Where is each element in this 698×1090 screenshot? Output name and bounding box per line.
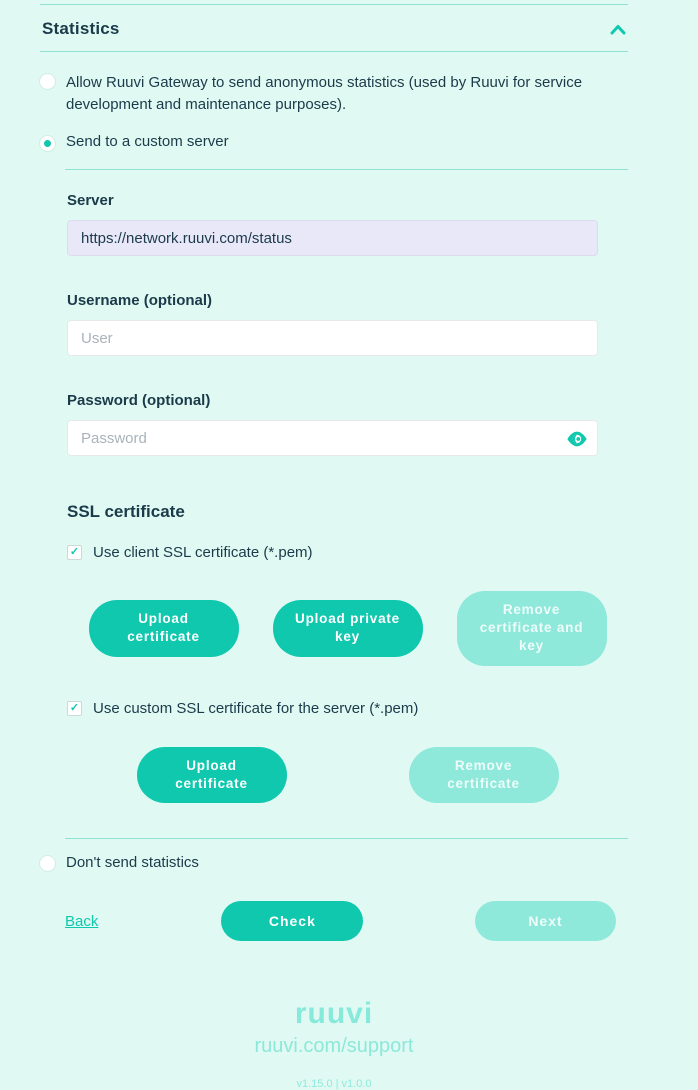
remove-certificate-and-key-button[interactable]: Remove certificate and key <box>457 591 607 666</box>
checkbox-checked-icon[interactable]: ✓ <box>67 545 82 560</box>
form-top-divider <box>65 169 628 170</box>
checkbox-client-ssl-label: Use client SSL certificate (*.pem) <box>93 544 313 561</box>
server-input[interactable] <box>67 220 598 256</box>
checkbox-checked-icon[interactable]: ✓ <box>67 701 82 716</box>
radio-custom-server-label: Send to a custom server <box>66 133 229 150</box>
remove-server-certificate-button[interactable]: Remove certificate <box>409 747 559 803</box>
upload-private-key-button[interactable]: Upload private key <box>273 600 423 656</box>
radio-dont-send[interactable] <box>40 852 628 874</box>
dont-send-divider <box>65 838 628 839</box>
server-label: Server <box>67 192 114 209</box>
checkbox-client-ssl[interactable] <box>67 544 628 561</box>
wizard-actions <box>40 901 628 941</box>
username-label: Username (optional) <box>67 292 213 309</box>
header-divider <box>40 51 628 52</box>
page-title: Statistics <box>42 19 120 38</box>
radio-custom-server[interactable] <box>40 131 628 153</box>
statistics-page <box>0 4 698 1090</box>
custom-server-form <box>67 169 628 839</box>
statistics-section-header <box>40 5 628 51</box>
radio-dont-send-label: Don't send statistics <box>66 854 199 872</box>
next-button[interactable]: Next <box>475 901 616 941</box>
radio-icon[interactable] <box>40 856 55 871</box>
password-label: Password (optional) <box>67 392 211 409</box>
eye-icon[interactable] <box>566 429 588 449</box>
ssl-certificate-heading: SSL certificate <box>67 502 185 521</box>
upload-server-certificate-button[interactable]: Upload certificate <box>137 747 287 803</box>
chevron-up-icon[interactable] <box>610 23 626 35</box>
checkbox-custom-server-ssl-label: Use custom SSL certificate for the server (*.pem) <box>93 699 419 717</box>
client-ssl-buttons <box>67 591 628 666</box>
radio-anonymous-label: Allow Ruuvi Gateway to send anonymous statistics (used by Ruuvi for service development and maintenance purposes). <box>66 74 583 113</box>
check-button[interactable]: Check <box>221 901 363 941</box>
version-text: v1.15.0 | v1.0.0 <box>296 1078 372 1090</box>
radio-icon[interactable] <box>40 74 55 89</box>
radio-selected-icon[interactable] <box>40 136 55 151</box>
footer <box>40 999 628 1090</box>
username-input[interactable] <box>67 320 598 356</box>
support-link[interactable]: ruuvi.com/support <box>254 1035 414 1058</box>
back-link[interactable]: Back <box>65 912 99 930</box>
upload-certificate-button[interactable]: Upload certificate <box>89 600 239 656</box>
server-ssl-buttons <box>67 747 628 803</box>
ruuvi-logo: ruuvi <box>294 997 374 1031</box>
checkbox-custom-server-ssl[interactable] <box>67 700 628 717</box>
password-input[interactable] <box>67 420 598 456</box>
radio-anonymous-statistics[interactable] <box>40 72 628 116</box>
password-input-wrap <box>67 420 598 456</box>
